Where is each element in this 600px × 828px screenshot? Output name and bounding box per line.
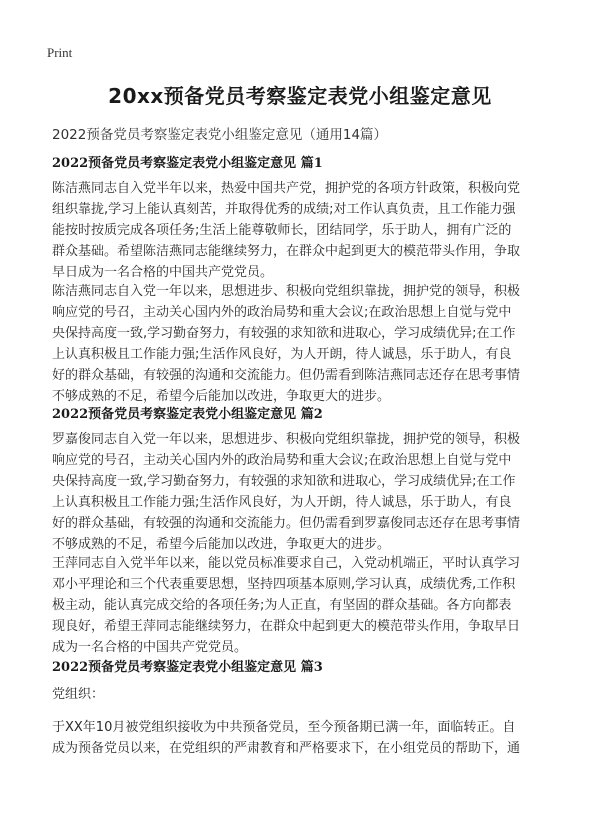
text-line: 陈洁燕同志自入党半年以来，热爱中国共产党，拥护党的各项方针政策，积极向党 — [52, 181, 521, 196]
page-title: 20xx预备党员考察鉴定表党小组鉴定意见 — [108, 84, 492, 108]
paragraph-3-2 — [52, 717, 552, 759]
text-line: 好的群众基础，有较强的沟通和交流能力。但仍需看到罗嘉俊同志还存在思考事情 — [52, 516, 521, 531]
text-line: 组织靠拢,学习上能认真刻苦，并取得优秀的成绩;对工作认真负责，且工作能力强 — [52, 202, 516, 217]
text-line: 不够成熟的不足，希望今后能加以改进，争取更大的进步。 — [52, 537, 391, 552]
text-line: 央保持高度一致,学习勤奋努力，有较强的求知欲和进取心，学习成绩优异;在工作 — [52, 474, 516, 489]
text-line: 陈洁燕同志自入党一年以来，思想进步、积极向党组织靠拢，拥护党的领导，积极 — [52, 284, 521, 299]
paragraph-2-1 — [52, 429, 552, 555]
print-link[interactable]: Print — [47, 45, 73, 60]
section-heading-1: 2022预备党员考察鉴定表党小组鉴定意见 篇1 — [52, 156, 323, 171]
paragraph-1-1 — [52, 178, 552, 283]
paragraph-1-2 — [52, 281, 552, 407]
section-heading-2: 2022预备党员考察鉴定表党小组鉴定意见 篇2 — [52, 407, 323, 422]
section-heading-3: 2022预备党员考察鉴定表党小组鉴定意见 篇3 — [52, 660, 323, 675]
text-line: 响应党的号召，主动关心国内外的政治局势和重大会议;在政治思想上自觉与党中 — [52, 305, 512, 320]
text-line: 群众基础。希望陈洁燕同志能继续努力，在群众中起到更大的模范带头作用，争取 — [52, 244, 521, 259]
text-line: 上认真积极且工作能力强;生活作风良好，为人开朗，待人诚恳，乐于助人，有良 — [52, 347, 512, 362]
document-subtitle: 2022预备党员考察鉴定表党小组鉴定意见（通用14篇） — [52, 127, 388, 143]
text-line: 能按时按质完成各项任务;生活上能尊敬师长，团结同学，乐于助人，拥有广泛的 — [52, 223, 512, 238]
paragraph-2-2 — [52, 553, 552, 658]
text-line: 好的群众基础，有较强的沟通和交流能力。但仍需看到陈洁燕同志还存在思考事情 — [52, 368, 521, 383]
text-line: 现良好，希望王萍同志能继续努力，在群众中起到更大的模范带头作用，争取早日 — [52, 619, 521, 634]
text-line: 罗嘉俊同志自入党一年以来，思想进步、积极向党组织靠拢，拥护党的领导，积极 — [52, 432, 521, 447]
text-line: 党组织： — [52, 687, 105, 702]
text-line: 不够成熟的不足，希望今后能加以改进，争取更大的进步。 — [52, 389, 391, 404]
text-line: 极主动，能认真完成交给的各项任务;为人正直，有坚固的群众基础。各方向都表 — [52, 598, 512, 613]
text-line: 响应党的号召，主动关心国内外的政治局势和重大会议;在政治思想上自觉与党中 — [52, 453, 512, 468]
text-line: 邓小平理论和三个代表重要思想，坚持四项基本原则,学习认真，成绩优秀,工作积 — [52, 577, 516, 592]
text-line: 成为一名合格的中国共产党党员。 — [52, 640, 248, 655]
text-line: 成为预备党员以来，在党组织的严肃教育和严格要求下，在小组党员的帮助下，通 — [52, 741, 521, 756]
text-line: 于XX年10月被党组织接收为中共预备党员，至今预备期已满一年，面临转正。自 — [52, 720, 516, 735]
text-line: 上认真积极且工作能力强;生活作风良好，为人开朗，待人诚恳，乐于助人，有良 — [52, 495, 512, 510]
paragraph-3-1 — [52, 684, 552, 705]
text-line: 王萍同志自入党半年以来，能以党员标准要求自己，入党动机端正，平时认真学习 — [52, 556, 521, 571]
text-line: 早日成为一名合格的中国共产党党员。 — [52, 265, 274, 280]
text-line: 央保持高度一致,学习勤奋努力，有较强的求知欲和进取心，学习成绩优异;在工作 — [52, 326, 516, 341]
